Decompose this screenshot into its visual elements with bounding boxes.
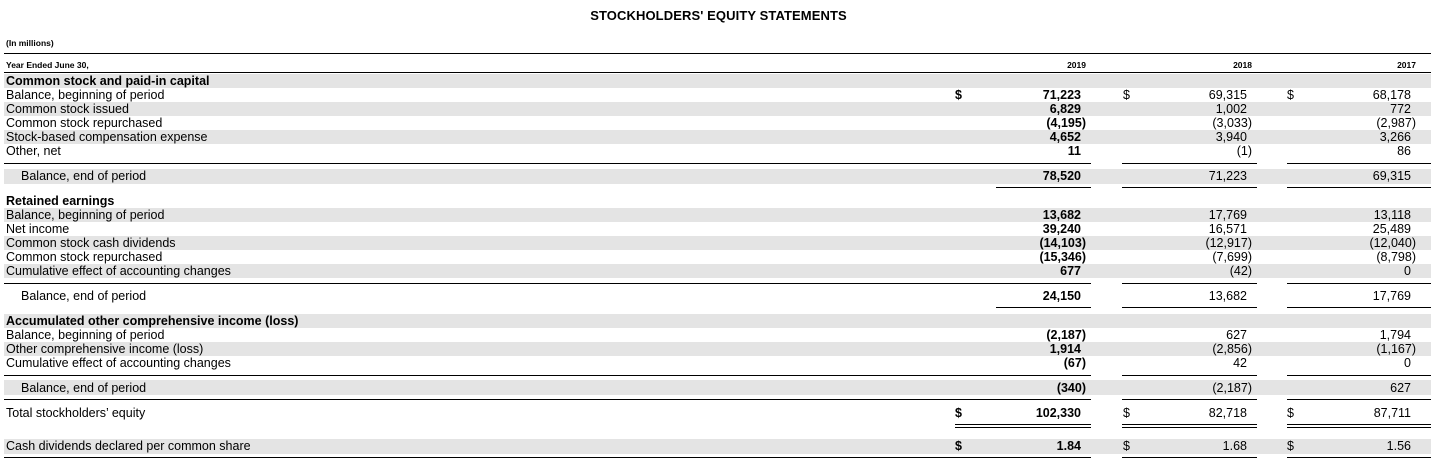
dollar-sign: $ <box>955 439 962 453</box>
value-2017: 772 <box>1390 102 1411 116</box>
double-rule <box>955 424 1091 425</box>
statement-title: STOCKHOLDERS' EQUITY STATEMENTS <box>590 8 847 23</box>
header-label: Year Ended June 30, <box>6 60 89 70</box>
table-row <box>0 102 1437 116</box>
total-equity-row <box>0 406 1437 420</box>
subtotal-rule <box>4 283 1091 284</box>
double-rule <box>1287 424 1431 425</box>
section-heading <box>0 74 1437 88</box>
top-rule <box>4 53 1431 54</box>
header-rule <box>4 72 1431 73</box>
dollar-sign: $ <box>1123 439 1130 453</box>
row-label: Balance, end of period <box>21 169 147 183</box>
total-rule <box>996 307 1091 308</box>
value-2019: 677 <box>1060 264 1081 278</box>
year-2017: 2017 <box>1397 60 1416 70</box>
bottom-rule <box>1287 457 1431 458</box>
value-2019: 13,682 <box>1042 208 1081 222</box>
subtotal-rule <box>1287 163 1431 164</box>
subtotal-rule <box>1287 283 1431 284</box>
value-2018: 82,718 <box>1208 406 1247 420</box>
row-label: Balance, beginning of period <box>6 88 165 102</box>
value-2019: (67) <box>1063 356 1086 370</box>
value-2017: (2,987) <box>1376 116 1416 130</box>
value-2018: 16,571 <box>1208 222 1247 236</box>
row-label: Common stock cash dividends <box>6 236 176 250</box>
value-2018: 69,315 <box>1208 88 1247 102</box>
row-label: Balance, end of period <box>21 381 147 395</box>
year-2018: 2018 <box>1233 60 1252 70</box>
subtotal-rule <box>1122 163 1257 164</box>
value-2017: 69,315 <box>1372 169 1411 183</box>
row-label: Cash dividends declared per common share <box>6 439 251 453</box>
dollar-sign: $ <box>1287 88 1294 102</box>
value-2017: (8,798) <box>1376 250 1416 264</box>
row-label: Net income <box>6 222 70 236</box>
table-row <box>0 342 1437 356</box>
value-2019: 1.84 <box>1056 439 1081 453</box>
value-2018: (1) <box>1236 144 1252 158</box>
value-2018: (7,699) <box>1212 250 1252 264</box>
subtotal-rule <box>1287 375 1431 376</box>
value-2018: 1,002 <box>1215 102 1247 116</box>
table-row <box>0 130 1437 144</box>
value-2017: 1.56 <box>1386 439 1411 453</box>
row-label: Common stock repurchased <box>6 116 163 130</box>
total-rule <box>4 399 1091 400</box>
value-2019: 11 <box>1067 144 1081 158</box>
value-2018: (2,187) <box>1212 381 1252 395</box>
section-heading-label: Accumulated other comprehensive income (loss) <box>6 314 299 328</box>
row-label: Other, net <box>6 144 61 158</box>
value-2017: (12,040) <box>1369 236 1416 250</box>
value-2019: (14,103) <box>1039 236 1086 250</box>
table-row <box>0 264 1437 278</box>
value-2017: 86 <box>1397 144 1411 158</box>
row-label: Balance, end of period <box>21 289 147 303</box>
value-2019: (2,187) <box>1046 328 1086 342</box>
value-2017: 0 <box>1404 264 1411 278</box>
table-row <box>0 116 1437 130</box>
value-2019: 6,829 <box>1049 102 1081 116</box>
row-label: Other comprehensive income (loss) <box>6 342 204 356</box>
value-2018: 1.68 <box>1222 439 1247 453</box>
value-2017: 1,794 <box>1379 328 1411 342</box>
value-2017: 0 <box>1404 356 1411 370</box>
bottom-rule <box>1122 457 1257 458</box>
value-2018: (3,033) <box>1212 116 1252 130</box>
value-2019: 71,223 <box>1042 88 1081 102</box>
double-rule <box>1122 424 1257 425</box>
double-rule <box>1122 427 1257 428</box>
value-2019: (340) <box>1056 381 1086 395</box>
value-2018: 13,682 <box>1208 289 1247 303</box>
value-2018: 3,940 <box>1215 130 1247 144</box>
value-2017: 627 <box>1390 381 1411 395</box>
table-row <box>0 328 1437 342</box>
total-row <box>0 169 1437 183</box>
table-row <box>0 208 1437 222</box>
total-rule <box>1122 187 1257 188</box>
double-rule <box>1287 427 1431 428</box>
total-row <box>0 381 1437 395</box>
dividends-per-share-row <box>0 439 1437 453</box>
row-label: Balance, beginning of period <box>6 328 165 342</box>
value-2018: 17,769 <box>1208 208 1247 222</box>
value-2019: (4,195) <box>1046 116 1086 130</box>
row-label: Balance, beginning of period <box>6 208 165 222</box>
dollar-sign: $ <box>955 406 962 420</box>
total-rule <box>1287 399 1431 400</box>
row-label: Total stockholders’ equity <box>6 406 146 420</box>
value-2019: 102,330 <box>1035 406 1081 420</box>
section-heading-label: Retained earnings <box>6 194 115 208</box>
value-2019: 1,914 <box>1049 342 1081 356</box>
table-row <box>0 144 1437 158</box>
value-2017: 25,489 <box>1372 222 1411 236</box>
total-rule <box>996 187 1091 188</box>
subtotal-rule <box>4 163 1091 164</box>
section-heading <box>0 314 1437 328</box>
dollar-sign: $ <box>1123 406 1130 420</box>
value-2018: 42 <box>1233 356 1247 370</box>
table-row <box>0 88 1437 102</box>
subtotal-rule <box>1122 283 1257 284</box>
value-2019: 39,240 <box>1042 222 1081 236</box>
value-2017: 87,711 <box>1373 406 1411 420</box>
value-2019: 4,652 <box>1049 130 1081 144</box>
total-rule <box>1287 187 1431 188</box>
dollar-sign: $ <box>955 88 962 102</box>
table-row <box>0 250 1437 264</box>
value-2018: 627 <box>1226 328 1247 342</box>
row-label: Cumulative effect of accounting changes <box>6 356 231 370</box>
row-label: Common stock issued <box>6 102 129 116</box>
subtotal-rule <box>1122 375 1257 376</box>
value-2017: (1,167) <box>1376 342 1416 356</box>
row-label: Common stock repurchased <box>6 250 163 264</box>
value-2018: (12,917) <box>1205 236 1252 250</box>
table-row <box>0 222 1437 236</box>
total-rule <box>1122 399 1257 400</box>
value-2018: (2,856) <box>1212 342 1252 356</box>
value-2018: (42) <box>1229 264 1252 278</box>
total-row <box>0 289 1437 303</box>
total-rule <box>1122 307 1257 308</box>
table-row <box>0 356 1437 370</box>
value-2017: 68,178 <box>1372 88 1411 102</box>
dollar-sign: $ <box>1287 439 1294 453</box>
bottom-rule <box>4 457 1091 458</box>
section-heading-label: Common stock and paid-in capital <box>6 74 210 88</box>
double-rule <box>955 427 1091 428</box>
year-2019: 2019 <box>1067 60 1086 70</box>
value-2017: 3,266 <box>1379 130 1411 144</box>
value-2019: 24,150 <box>1042 289 1081 303</box>
dollar-sign: $ <box>1123 88 1130 102</box>
subtotal-rule <box>4 375 1091 376</box>
value-2018: 71,223 <box>1208 169 1247 183</box>
row-label: Cumulative effect of accounting changes <box>6 264 231 278</box>
value-2019: 78,520 <box>1042 169 1081 183</box>
value-2019: (15,346) <box>1039 250 1086 264</box>
row-label: Stock-based compensation expense <box>6 130 208 144</box>
value-2017: 17,769 <box>1372 289 1411 303</box>
section-heading <box>0 194 1437 208</box>
dollar-sign: $ <box>1287 406 1294 420</box>
units-note: (In millions) <box>6 38 54 48</box>
total-rule <box>1287 307 1431 308</box>
table-row <box>0 236 1437 250</box>
value-2017: 13,118 <box>1373 208 1411 222</box>
